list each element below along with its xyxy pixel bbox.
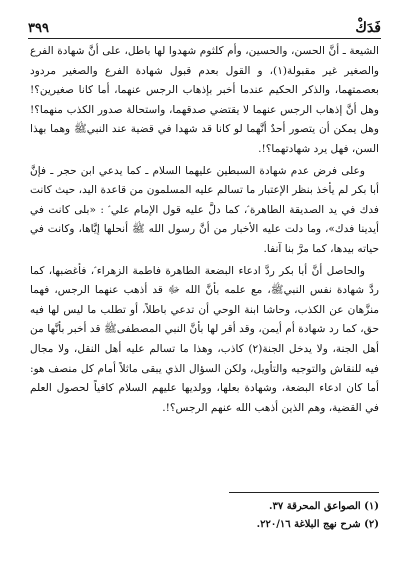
- footnotes: [30, 498, 379, 534]
- footnote-1: (١) الصواعق المحرقة ٣٧.: [269, 501, 379, 512]
- paragraph-2: وعلى فرض عدم شهادة السبطين عليهما السلام ـ كما يدعي ابن حجر ـ فإنَّ أبا بكر لم يأخذ بنظر الإعتبار ما تسالم عليه المسلمون من قاعدة اليد، حيث كانت فدك في يد الصديقة الطاهرة ؑ، كما دلَّ عليه قول الإمام علي ؑ : «بلى كانت في أيدينا فدك»، وما دلت عليه الأخبار من أنَّ رسول الله ﷺ أنحلها إيَّاها، وكانت في حياته بيدها، كما مرَّ بنا آنفا.: [30, 164, 379, 255]
- paragraph-3: والحاصل أنَّ أبا بكر ردَّ ادعاء البضعة الطاهرة فاطمة الزهراء ؑ، فأغضبها، كما ردَّ شهادة نفس النبيﷺ، مع علمه بأنَّ الله ﷻ قد أذهب عنهما الرجس، فهما منزَّهان عن الكذب، وحاشا ابنة الوحي أن تدعي باطلاً، أو تطلب ما ليس لها فيه حق، كما رد شهادة أم أيمن، وقد أقر لها بأنَّ النبي المصطفىﷺ قد أخبر بأنَّها من أهل الجنة، ولا يدخل الجنة(٢) كاذب، وهذا ما تسالم عليه أهل النقل، ولا مجال فيه للنقاش والتوجيه والتأويل، ولكن السؤال الذي يبقى ماثلاً أمام كل منصف هو: أما كان ادعاء البضعة، وشهادة بعلها، وولديها عليهم السلام كافياً لحصول العلم في القضية، وهم الذين أذهب الله عنهم الرجس؟!.: [30, 264, 380, 414]
- footnote-separator: [229, 492, 379, 493]
- paragraph-1: الشيعة ـ أنَّ الحسن، والحسين، وأم كلثوم شهدوا لها باطل، على أنَّ شهادة الفرع والصغير غير مقبولة(١)، و القول بعدم قبول شهادة الفرع والصغير مردود بعصمتهما، والذكر الحكيم عندما أخبر بإذهاب الرجس عنهما، أما كانا صغيرين؟! وهل أنَّ إذهاب الرجس عنهما لا يقتضي صدقهما، واستحالة صدور الكذب منهما؟! وهل يمكن أن يتصور أحدٌ أنَّهما لو كانا قد شهدا في قضية عند النبيﷺ وهما بهذا السن، فهل يرد شهادتهما؟!.: [30, 45, 379, 155]
- page-header: [28, 14, 381, 39]
- footnote-2: (٢) شرح نهج البلاغة ٢٢٠/١٦.: [256, 519, 379, 530]
- running-title: فَدَكْ: [355, 20, 381, 36]
- body-text: [30, 42, 379, 418]
- page-number: ٣٩٩: [28, 21, 49, 36]
